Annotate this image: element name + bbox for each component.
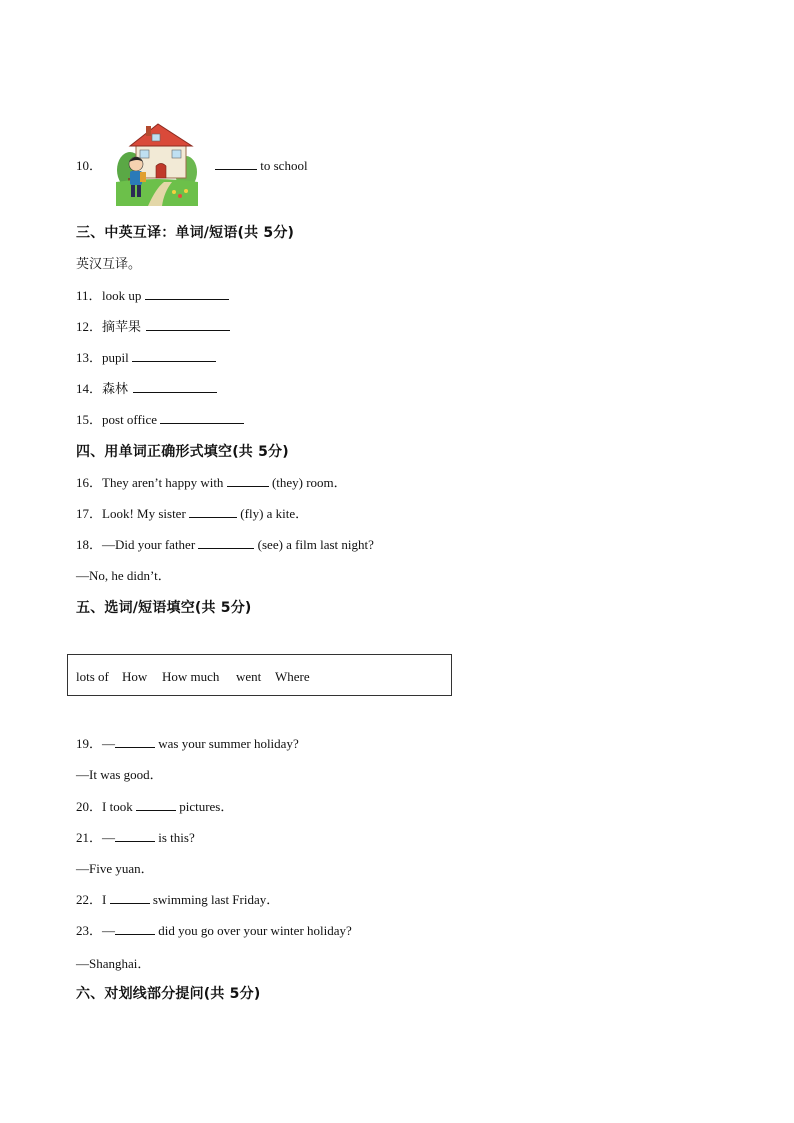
question-text-after: (see) a film last night? xyxy=(257,537,374,552)
question-23-reply: —Shanghai． xyxy=(76,956,151,971)
word-bank-item: Where xyxy=(275,669,310,684)
question-12 xyxy=(76,318,230,337)
question-number: 10． xyxy=(76,158,103,173)
question-number: 19． xyxy=(76,736,103,751)
answer-blank[interactable] xyxy=(110,891,150,904)
answer-blank[interactable] xyxy=(115,829,155,842)
question-text-before: — xyxy=(102,923,116,938)
answer-blank[interactable] xyxy=(215,157,257,170)
question-15 xyxy=(76,411,244,429)
question-text: pupil xyxy=(102,350,129,365)
question-text-after: pictures． xyxy=(179,799,234,814)
word-bank-item: went xyxy=(236,669,262,684)
question-13 xyxy=(76,349,216,367)
question-number: 16． xyxy=(76,475,103,490)
question-16 xyxy=(76,474,347,492)
question-text-before: They aren’t happy with xyxy=(102,475,224,490)
question-text: look up xyxy=(102,288,142,303)
question-text-before: Look! My sister xyxy=(102,506,186,521)
question-text: 森林 xyxy=(102,382,129,397)
question-text-before: — xyxy=(102,736,116,751)
question-text-before: I xyxy=(102,892,107,907)
question-text-before: — xyxy=(102,830,116,845)
question-text-after: was your summer holiday? xyxy=(158,736,299,751)
section-6-title: 六、对划线部分提问(共 5分) xyxy=(76,986,261,1002)
section-4-title: 四、用单词正确形式填空(共 5分) xyxy=(76,444,289,460)
answer-blank[interactable] xyxy=(146,318,230,331)
answer-blank[interactable] xyxy=(227,474,269,487)
answer-blank[interactable] xyxy=(145,287,229,300)
question-11 xyxy=(76,287,229,305)
word-bank-item: lots of xyxy=(76,669,109,684)
question-text-before: —Did your father xyxy=(102,537,196,552)
question-number: 13． xyxy=(76,350,103,365)
section-5-title: 五、选词/短语填空(共 5分) xyxy=(76,600,252,616)
question-text-after: did you go over your winter holiday? xyxy=(158,923,352,938)
question-number: 17． xyxy=(76,506,103,521)
section-3-instruction: 英汉互译。 xyxy=(76,257,142,272)
answer-blank[interactable] xyxy=(132,349,216,362)
question-text: post office xyxy=(102,412,158,427)
question-number: 15． xyxy=(76,412,103,427)
question-17 xyxy=(76,505,308,523)
question-19 xyxy=(76,735,299,753)
question-number: 22． xyxy=(76,892,103,907)
question-number: 12． xyxy=(76,319,103,334)
question-text-after: (fly) a kite． xyxy=(240,506,309,521)
question-text-after: is this? xyxy=(158,830,195,845)
question-number: 11． xyxy=(76,288,102,303)
answer-blank[interactable] xyxy=(136,798,176,811)
question-number: 18． xyxy=(76,537,103,552)
question-14 xyxy=(76,380,217,399)
question-number: 20． xyxy=(76,799,103,814)
question-text: 摘苹果 xyxy=(102,320,142,335)
word-bank-item: How much xyxy=(162,669,220,684)
word-bank-item: How xyxy=(122,669,148,684)
section-3-title: 三、中英互译：单词/短语(共 5分) xyxy=(76,225,295,241)
question-number: 21． xyxy=(76,830,103,845)
question-number: 23． xyxy=(76,923,103,938)
question-21 xyxy=(76,829,195,847)
answer-blank[interactable] xyxy=(115,735,155,748)
question-22 xyxy=(76,891,279,909)
question-18-reply: —No, he didn’t． xyxy=(76,568,171,583)
answer-blank[interactable] xyxy=(115,922,155,935)
question-23 xyxy=(76,922,352,940)
question-21-reply: —Five yuan． xyxy=(76,861,154,876)
answer-blank[interactable] xyxy=(133,380,217,393)
question-19-reply: —It was good． xyxy=(76,767,163,782)
answer-blank[interactable] xyxy=(160,411,244,424)
question-text-after: swimming last Friday． xyxy=(152,892,280,907)
question-18 xyxy=(76,536,374,554)
answer-blank[interactable] xyxy=(198,536,254,549)
question-text-after: (they) room． xyxy=(271,475,347,490)
question-text-before: I took xyxy=(102,799,133,814)
question-20 xyxy=(76,798,233,816)
boy-walking-to-school-illustration xyxy=(116,122,198,206)
question-10 xyxy=(76,157,102,175)
word-bank-box xyxy=(67,654,452,696)
question-text: to school xyxy=(260,158,308,173)
question-number: 14． xyxy=(76,381,103,396)
question-10-answer xyxy=(215,157,308,175)
answer-blank[interactable] xyxy=(189,505,237,518)
